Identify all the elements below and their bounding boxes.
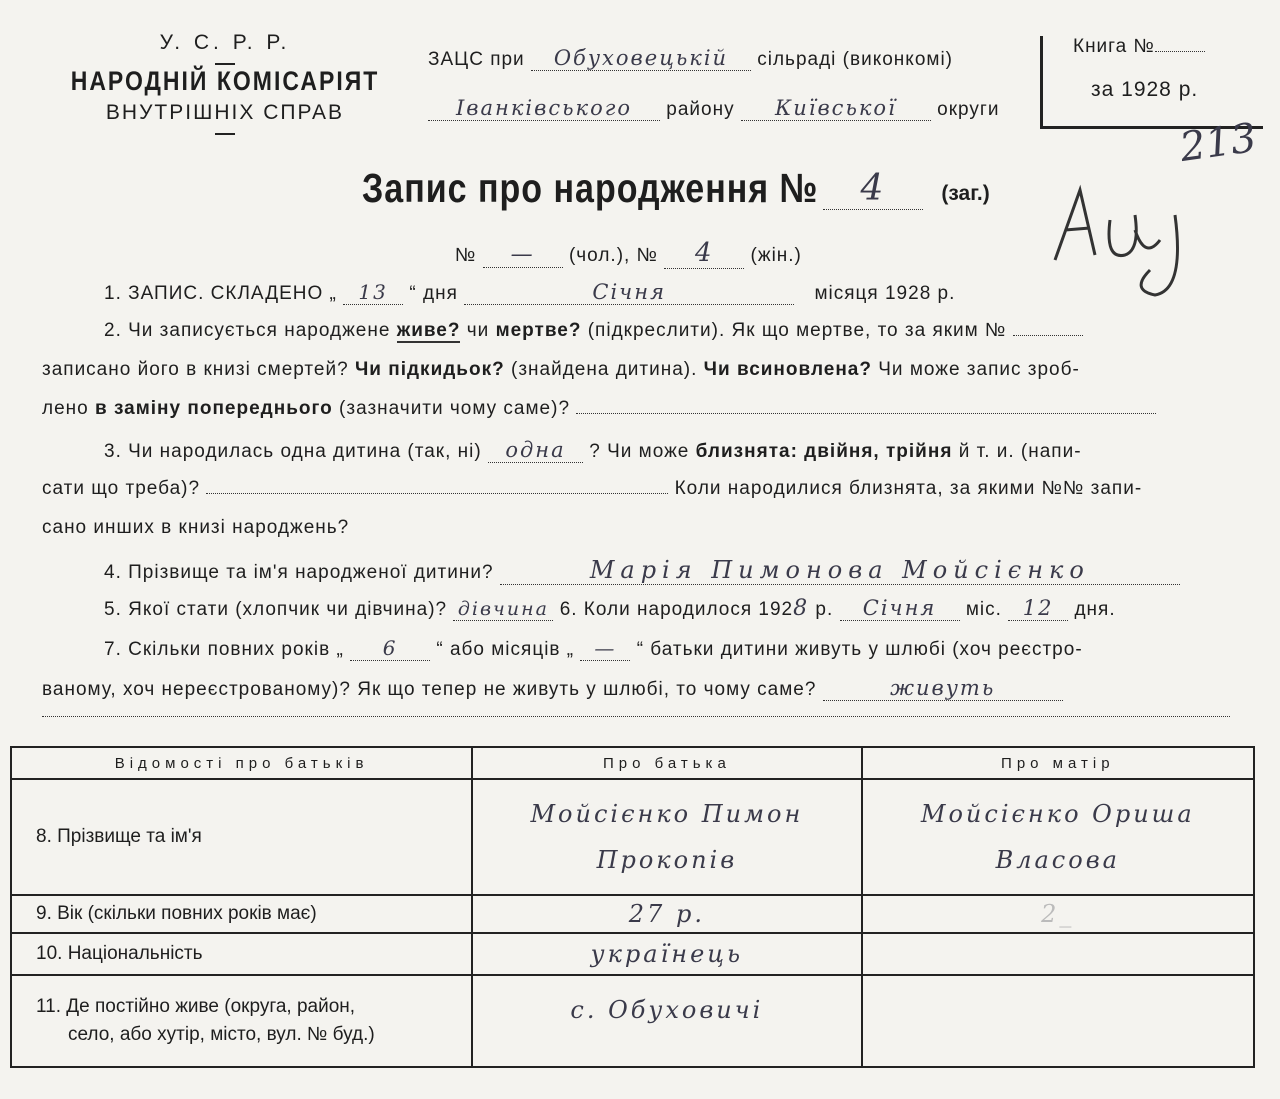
title-number: 4	[823, 168, 923, 210]
q2-text-rest: (підкреслити). Як що мертве, то за яким №	[587, 320, 1007, 341]
table-row	[11, 895, 1254, 933]
q1-day-label: “ дня	[409, 283, 458, 304]
registry-line-1	[428, 46, 953, 71]
book-number-line	[1073, 36, 1205, 58]
q4-line	[104, 556, 1180, 585]
q3-text-3: й т. и. (напи-	[958, 441, 1082, 462]
header-father: Про батька	[472, 747, 861, 779]
q2-reason-blank	[576, 413, 1156, 414]
q3-twins-text: Коли народилися близнята, за якими №№ запи-	[674, 478, 1143, 499]
q3-write-text: сати що треба)?	[42, 478, 201, 499]
q7-line-1	[104, 636, 1083, 661]
q6-year-suffix: р.	[815, 599, 834, 620]
zacs-label: ЗАЦС при	[428, 49, 525, 70]
table-row	[11, 779, 1254, 895]
q7-text-4: ваному, хоч нереєстрованому)? Як що тепер не живуть у шлюбі, то чому саме?	[42, 679, 817, 700]
q2-line-2	[42, 359, 1080, 381]
q5-answer: дівчина	[453, 598, 553, 621]
q2-alive: живе?	[396, 320, 461, 341]
q3-others-text: сано инших в книзі народжень?	[42, 517, 350, 538]
q3-twins: близнята: двійня, трійня	[695, 441, 953, 462]
commissariat-subtitle: ВНУТРІШНІХ СПРАВ	[105, 100, 345, 124]
q7-text-2: “ або місяців „	[436, 639, 575, 660]
q2-adopted: Чи всиновлена?	[703, 359, 872, 380]
q7-blank-line	[42, 716, 1230, 717]
book-box	[1040, 36, 1263, 129]
q6-day-label: дня.	[1074, 599, 1116, 620]
q2-text: 2. Чи записується народжене	[104, 320, 391, 341]
q6-year-digit: 8	[793, 596, 810, 621]
council-label: сільраді (виконкомі)	[757, 49, 953, 70]
row-label-line-2: село, або хутір, місто, вул. № буд.)	[68, 1024, 375, 1045]
father-name-cell	[472, 779, 861, 895]
q7-line-2	[42, 676, 1063, 701]
table-header-row	[11, 747, 1254, 779]
title-suffix: (заг.)	[941, 182, 990, 205]
q3-line-2	[42, 478, 1142, 500]
father-surname: Мойсієнко Пимон	[530, 800, 804, 828]
row-label: 8. Прізвище та ім'я	[11, 779, 472, 895]
q2-death-number-blank	[1013, 335, 1083, 336]
father-age: 27 р.	[472, 895, 861, 933]
book-label: Книга №	[1073, 36, 1155, 57]
q2-replacement-text: Чи може запис зроб-	[878, 359, 1080, 380]
q7-months: —	[580, 636, 630, 661]
q2-reason-text: (зазначити чому саме)?	[339, 398, 571, 419]
mother-surname: Мойсієнко Ориша	[920, 800, 1195, 828]
q1-day: 13	[343, 280, 403, 305]
q5-line	[104, 596, 1116, 621]
q7-answer: живуть	[823, 676, 1063, 701]
parents-table	[10, 746, 1255, 1068]
father-patronymic: Прокопів	[596, 846, 738, 874]
q6-month: Січня	[840, 596, 960, 621]
book-number-blank	[1155, 51, 1205, 52]
q1-line	[104, 280, 955, 305]
q1-suffix: місяця 1928 р.	[814, 283, 956, 304]
q5-label: 5. Якої стати (хлопчик чи дівчина)?	[104, 599, 448, 620]
raion-label: району	[666, 99, 735, 120]
q1-month: Січня	[464, 280, 794, 305]
q7-years: 6	[350, 636, 430, 661]
q3-twins-blank	[206, 493, 668, 494]
republic-label: У. С. Р. Р.	[159, 31, 291, 54]
female-count: 4	[664, 238, 744, 269]
q2-foundling: Чи підкидьок?	[354, 359, 505, 380]
q4-answer: Марія Пимонова Мойсієнко	[500, 556, 1180, 585]
q2-made-text: лено	[42, 398, 89, 419]
row-label-line-1: 11. Де постійно живе (округа, район,	[36, 995, 356, 1017]
q2-replace: в заміну попереднього	[95, 398, 333, 419]
q3-answer: одна	[488, 438, 583, 463]
zacs-value: Обуховецькій	[531, 46, 751, 71]
issuer-block	[40, 28, 410, 135]
q3-line-1	[104, 438, 1082, 463]
okruha-value: Київської	[741, 96, 931, 121]
mother-residence	[862, 975, 1254, 1067]
q2-foundling-note: (знайдена дитина).	[511, 359, 698, 380]
q2-death-text: записано його в книзі смертей?	[42, 359, 349, 380]
commissariat-title: НАРОДНІЙ КОМІСАРІЯТ	[70, 66, 380, 97]
mother-age: 2_	[862, 895, 1254, 933]
residence-label	[11, 975, 472, 1067]
row-label: 10. Національність	[11, 933, 472, 975]
divider	[215, 133, 235, 135]
mother-name-cell	[862, 779, 1254, 895]
father-residence: с. Обуховичі	[472, 975, 861, 1067]
table-row	[11, 933, 1254, 975]
table-row	[11, 975, 1254, 1067]
q2-line-3	[42, 398, 1156, 420]
header-mother: Про матір	[862, 747, 1254, 779]
male-count: —	[483, 242, 563, 268]
q2-or: чи	[466, 320, 490, 341]
row-label: 9. Вік (скільки повних років має)	[11, 895, 472, 933]
q6-label: 6. Коли народилося 192	[559, 599, 794, 620]
mother-nationality	[862, 933, 1254, 975]
q3-text: 3. Чи народилась одна дитина (так, ні)	[104, 441, 482, 462]
header-info: Відомості про батьків	[11, 747, 472, 779]
subtitle-line	[455, 238, 802, 269]
q6-month-label: міс.	[965, 599, 1002, 620]
margin-handwritten	[1048, 150, 1056, 151]
document-title	[362, 168, 990, 210]
male-label: (чол.), №	[568, 245, 658, 266]
female-label: (жін.)	[750, 245, 802, 266]
q1-prefix: 1. ЗАПИС. СКЛАДЕНО „	[104, 283, 337, 304]
registry-line-2	[428, 96, 999, 121]
okruha-label: округи	[937, 99, 1000, 120]
father-nationality: українець	[472, 933, 861, 975]
q3-line-3	[42, 517, 349, 539]
mother-patronymic: Власова	[995, 846, 1120, 874]
margin-number: 213	[1177, 114, 1260, 172]
raion-value: Іванківського	[428, 96, 660, 121]
q2-dead: мертве?	[495, 320, 582, 341]
q3-text-2: ? Чи може	[589, 441, 690, 462]
subtitle-no: №	[455, 245, 477, 266]
q6-day: 12	[1008, 596, 1068, 621]
book-year: за 1928 р.	[1091, 78, 1199, 101]
title-text: Запис про народження №	[362, 166, 819, 212]
q2-line-1	[104, 320, 1083, 342]
q7-text-3: “ батьки дитини живуть у шлюбі (хоч реєстро-	[636, 639, 1083, 660]
q7-text: 7. Скільки повних років „	[104, 639, 344, 660]
q4-label: 4. Прізвище та ім'я народженої дитини?	[104, 562, 494, 583]
